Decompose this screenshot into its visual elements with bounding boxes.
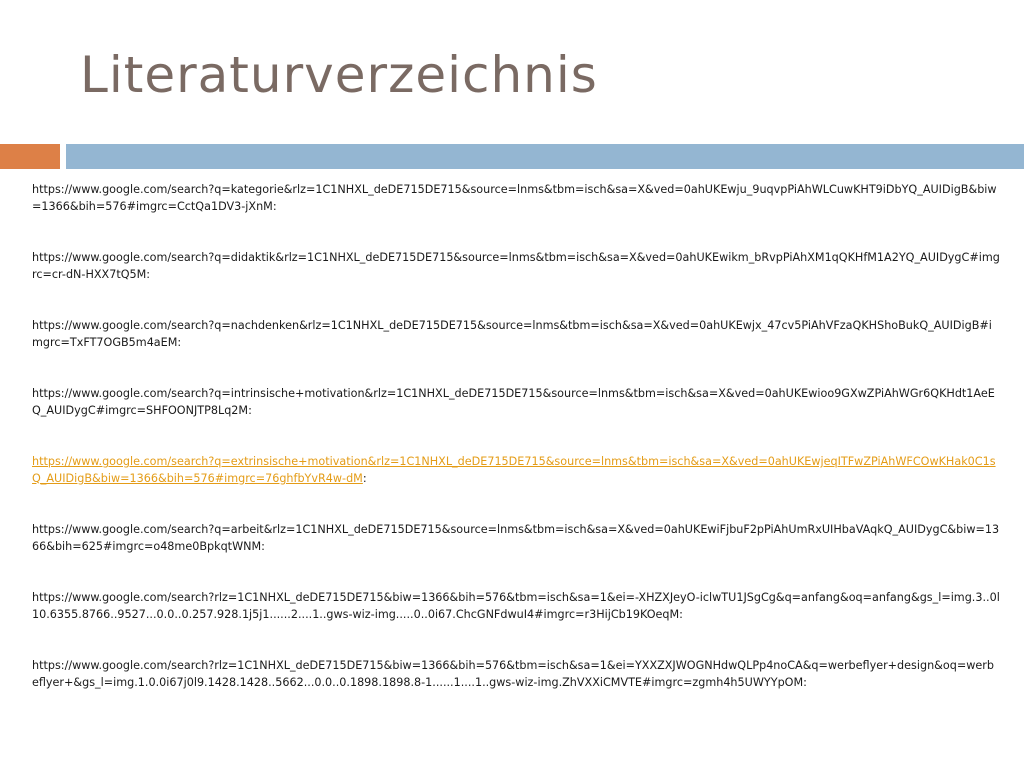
- reference-item: [32, 250, 1000, 283]
- reference-item: [32, 318, 1000, 351]
- reference-link[interactable]: https://www.google.com/search?q=extrinsische+motivation&rlz=1C1NHXL_deDE715DE715&source=lnms&tbm=isch&sa=X&ved=0ahUKEwjeqITFwZPiAhWFCOwKHak0C1sQ_AUIDigB&biw=1366&bih=576#imgrc=76ghfbYvR4w-dM: [32, 455, 996, 485]
- reference-item: [32, 386, 1000, 419]
- reference-text: https://www.google.com/search?rlz=1C1NHXL_deDE715DE715&biw=1366&bih=576&tbm=isch&sa=1&ei=YXXZXJWOGNHdwQLPp4noCA&q=werbeflyer+design&oq=werbeflyer+&gs_l=img.1.0.0i67j0l9.1428.1428..5662...0.0..0.1898.1898.8-1......1....1..gws-wiz-img.ZhVXXiCMVTE#imgrc=zgmh4h5UWYYpOM:: [32, 659, 994, 689]
- reference-item: [32, 182, 1000, 215]
- reference-item: [32, 658, 1000, 691]
- reference-item: [32, 590, 1000, 623]
- reference-suffix: :: [362, 471, 367, 485]
- reference-item: [32, 522, 1000, 555]
- reference-text: https://www.google.com/search?q=didaktik&rlz=1C1NHXL_deDE715DE715&source=lnms&tbm=isch&sa=X&ved=0ahUKEwikm_bRvpPiAhXM1qQKHfM1A2YQ_AUIDygC#imgrc=cr-dN-HXX7tQ5M:: [32, 251, 1000, 281]
- reference-text: https://www.google.com/search?q=nachdenken&rlz=1C1NHXL_deDE715DE715&source=lnms&tbm=isch&sa=X&ved=0ahUKEwjx_47cv5PiAhVFzaQKHShoBukQ_AUIDigB#imgrc=TxFT7OGB5m4aEM:: [32, 319, 992, 349]
- accent-bar: [0, 144, 60, 169]
- reference-text: https://www.google.com/search?q=kategorie&rlz=1C1NHXL_deDE715DE715&source=lnms&tbm=isch&sa=X&ved=0ahUKEwju_9uqvpPiAhWLCuwKHT9iDbYQ_AUIDigB&biw=1366&bih=576#imgrc=CctQa1DV3-jXnM:: [32, 183, 997, 213]
- reference-text: https://www.google.com/search?q=arbeit&rlz=1C1NHXL_deDE715DE715&source=lnms&tbm=isch&sa=X&ved=0ahUKEwiFjbuF2pPiAhUmRxUIHbaVAqkQ_AUIDygC&biw=1366&bih=625#imgrc=o48me0BpkqtWNM:: [32, 523, 1000, 553]
- header-divider-bar: [66, 144, 1024, 169]
- reference-list: [32, 182, 1000, 691]
- reference-item[interactable]: [32, 454, 1000, 487]
- reference-text: https://www.google.com/search?q=intrinsische+motivation&rlz=1C1NHXL_deDE715DE715&source=lnms&tbm=isch&sa=X&ved=0ahUKEwioo9GXwZPiAhWGr6QKHdt1AeEQ_AUIDygC#imgrc=SHFOONJTP8Lq2M:: [32, 387, 995, 417]
- reference-text: https://www.google.com/search?rlz=1C1NHXL_deDE715DE715&biw=1366&bih=576&tbm=isch&sa=1&ei=-XHZXJeyO-iclwTU1JSgCg&q=anfang&oq=anfang&gs_l=img.3..0l10.6355.8766..9527...0.0..0.257.928.1j5j1......2....1..gws-wiz-img.....0..0i67.ChcGNFdwuI4#imgrc=r3HijCb19KOeqM:: [32, 591, 1000, 621]
- page-title: Literaturverzeichnis: [80, 46, 598, 104]
